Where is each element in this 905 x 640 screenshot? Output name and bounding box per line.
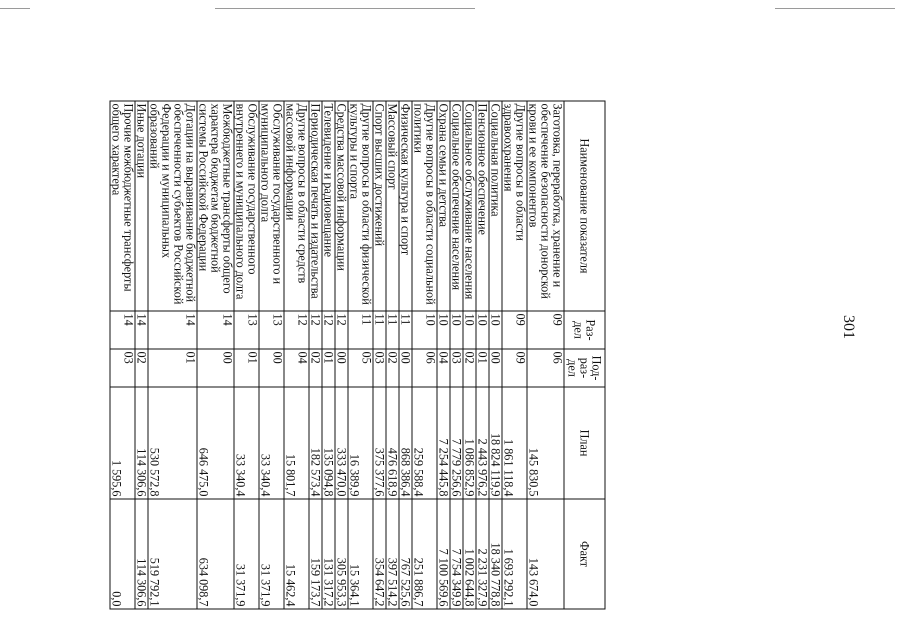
- cell-plan: 646 475,0: [197, 387, 234, 499]
- cell-razdel: 11: [399, 311, 412, 349]
- cell-razdel: 12: [309, 311, 322, 349]
- table-row: [412, 101, 437, 609]
- cell-name: Иные дотации: [135, 101, 148, 311]
- table-row: [110, 101, 135, 609]
- budget-table-frame: [109, 100, 716, 606]
- cell-podrazdel: 02: [135, 349, 148, 387]
- budget-table-rotated: [109, 100, 605, 608]
- cell-fakt: 131 317,2: [322, 499, 335, 609]
- cell-razdel: 10: [463, 311, 476, 349]
- cell-plan: 476 618,9: [386, 387, 399, 499]
- cell-plan: 33 340,4: [234, 387, 259, 499]
- table-row: [322, 101, 335, 609]
- table-row: [386, 101, 399, 609]
- cell-podrazdel: 04: [284, 349, 309, 387]
- header-name: Наименование показателя: [564, 101, 605, 311]
- cell-razdel: 13: [259, 311, 284, 349]
- cell-fakt: 634 098,7: [197, 499, 234, 609]
- cell-plan: 7 254 445,8: [437, 387, 450, 499]
- cell-razdel: 10: [450, 311, 463, 349]
- cell-plan: 259 588,4: [412, 387, 437, 499]
- cell-podrazdel: 02: [386, 349, 399, 387]
- cell-plan: 1 861 118,4: [502, 387, 527, 499]
- header-fakt: Факт: [564, 499, 605, 609]
- cell-razdel: 12: [335, 311, 348, 349]
- cell-fakt: 143 674,0: [527, 499, 564, 609]
- table-row: [234, 101, 259, 609]
- cell-plan: 1 595,6: [110, 387, 135, 499]
- cell-name: Социальное обслуживание населения: [463, 101, 476, 311]
- table-row: [527, 101, 564, 609]
- cell-plan: 33 340,4: [259, 387, 284, 499]
- cell-plan: 135 094,8: [322, 387, 335, 499]
- cell-fakt: 1 693 292,1: [502, 499, 527, 609]
- cell-podrazdel: 02: [309, 349, 322, 387]
- cell-podrazdel: 01: [234, 349, 259, 387]
- cell-name: Пенсионное обеспечение: [476, 101, 489, 311]
- cell-plan: 145 830,5: [527, 387, 564, 499]
- cell-razdel: 10: [412, 311, 437, 349]
- cell-name: Дотации на выравнивание бюджетной обеспеченности субъектов Российской Федерации и муниципальных образований: [148, 101, 197, 311]
- cell-plan: 868 386,4: [399, 387, 412, 499]
- cell-plan: 2 443 976,2: [476, 387, 489, 499]
- cell-fakt: 767 525,6: [399, 499, 412, 609]
- cell-fakt: 2 231 327,9: [476, 499, 489, 609]
- table-row: [450, 101, 463, 609]
- cell-name: Средства массовой информации: [335, 101, 348, 311]
- cell-razdel: 14: [197, 311, 234, 349]
- cell-plan: 182 573,4: [309, 387, 322, 499]
- cell-name: Охрана семьи и детства: [437, 101, 450, 311]
- table-row: [259, 101, 284, 609]
- cell-razdel: 13: [234, 311, 259, 349]
- cell-name: Спорт высших достижений: [373, 101, 386, 311]
- cell-podrazdel: 00: [399, 349, 412, 387]
- cell-name: Периодическая печать и издательства: [309, 101, 322, 311]
- table-row: [476, 101, 489, 609]
- cell-fakt: 114 306,6: [135, 499, 148, 609]
- table-row: [335, 101, 348, 609]
- cell-fakt: 0,0: [110, 499, 135, 609]
- cell-razdel: 12: [322, 311, 335, 349]
- cell-fakt: 7 754 349,9: [450, 499, 463, 609]
- cell-podrazdel: 00: [197, 349, 234, 387]
- cell-podrazdel: 01: [322, 349, 335, 387]
- table-row: [463, 101, 476, 609]
- cell-name: Физическая культура и спорт: [399, 101, 412, 311]
- cell-podrazdel: 05: [348, 349, 373, 387]
- cell-plan: 18 824 119,9: [489, 387, 502, 499]
- table-row: [437, 101, 450, 609]
- cell-razdel: 14: [148, 311, 197, 349]
- table-row: [348, 101, 373, 609]
- cell-razdel: 12: [284, 311, 309, 349]
- cell-name: Социальная политика: [489, 101, 502, 311]
- cell-razdel: 10: [437, 311, 450, 349]
- cell-podrazdel: 00: [335, 349, 348, 387]
- cell-podrazdel: 01: [148, 349, 197, 387]
- table-row: [373, 101, 386, 609]
- table-row: [284, 101, 309, 609]
- cell-fakt: 305 953,3: [335, 499, 348, 609]
- table-row: [399, 101, 412, 609]
- cell-podrazdel: 01: [476, 349, 489, 387]
- cell-plan: 114 306,6: [135, 387, 148, 499]
- cell-fakt: 15 364,1: [348, 499, 373, 609]
- cell-name: Массовый спорт: [386, 101, 399, 311]
- cell-name: Телевидение и радиовещание: [322, 101, 335, 311]
- cell-name: Обслуживание государственного внутреннего и муниципального долга: [234, 101, 259, 311]
- cell-razdel: 11: [386, 311, 399, 349]
- cell-plan: 16 389,9: [348, 387, 373, 499]
- cell-podrazdel: 06: [527, 349, 564, 387]
- cell-plan: 1 086 852,9: [463, 387, 476, 499]
- cell-plan: 15 801,7: [284, 387, 309, 499]
- cell-podrazdel: 00: [489, 349, 502, 387]
- cell-fakt: 519 792,1: [148, 499, 197, 609]
- cell-fakt: 7 100 569,6: [437, 499, 450, 609]
- cell-razdel: 14: [110, 311, 135, 349]
- cell-name: Другие вопросы в области физической культуры и спорта: [348, 101, 373, 311]
- cell-name: Другие вопросы в области социальной политики: [412, 101, 437, 311]
- cell-podrazdel: 06: [412, 349, 437, 387]
- cell-podrazdel: 03: [450, 349, 463, 387]
- table-row: [309, 101, 322, 609]
- table-header-row: [564, 101, 605, 609]
- cell-fakt: 354 647,2: [373, 499, 386, 609]
- header-razdel: Раз- дел: [564, 311, 605, 349]
- cell-fakt: 31 371,9: [234, 499, 259, 609]
- cell-name: Социальное обеспечение населения: [450, 101, 463, 311]
- cell-plan: 530 572,8: [148, 387, 197, 499]
- cell-podrazdel: 00: [259, 349, 284, 387]
- cell-razdel: 10: [489, 311, 502, 349]
- cell-fakt: 159 173,7: [309, 499, 322, 609]
- cell-plan: 7 779 256,6: [450, 387, 463, 499]
- cell-plan: 333 470,0: [335, 387, 348, 499]
- table-row: [197, 101, 234, 609]
- cell-razdel: 11: [373, 311, 386, 349]
- cell-podrazdel: 09: [502, 349, 527, 387]
- cell-name: Межбюджетные трансферты общего характера бюджетам бюджетной системы Российской Федерации: [197, 101, 234, 311]
- cell-razdel: 14: [135, 311, 148, 349]
- cell-podrazdel: 02: [463, 349, 476, 387]
- cell-plan: 375 377,6: [373, 387, 386, 499]
- cell-fakt: 18 340 778,8: [489, 499, 502, 609]
- cell-razdel: 09: [502, 311, 527, 349]
- page-number: 301: [840, 315, 857, 339]
- cell-name: Прочие межбюджетные трансферты общего характера: [110, 101, 135, 311]
- cell-name: Другие вопросы в области здравоохранения: [502, 101, 527, 311]
- table-row: [148, 101, 197, 609]
- budget-table: [109, 100, 605, 609]
- table-row: [502, 101, 527, 609]
- cell-fakt: 31 371,9: [259, 499, 284, 609]
- top-rule-middle: [215, 8, 475, 9]
- cell-fakt: 397 514,2: [386, 499, 399, 609]
- header-plan: План: [564, 387, 605, 499]
- header-podrazdel: Под- раз- дел: [564, 349, 605, 387]
- cell-fakt: 15 462,4: [284, 499, 309, 609]
- cell-name: Обслуживание государственного и муниципального долга: [259, 101, 284, 311]
- cell-razdel: 09: [527, 311, 564, 349]
- cell-name: Заготовка, переработка, хранение и обеспечение безопасности донорской крови и ее компонентов: [527, 101, 564, 311]
- cell-podrazdel: 03: [373, 349, 386, 387]
- cell-podrazdel: 04: [437, 349, 450, 387]
- cell-name: Другие вопросы в области средств массовой информации: [284, 101, 309, 311]
- top-rule-left: [0, 8, 30, 9]
- cell-fakt: 251 886,7: [412, 499, 437, 609]
- cell-razdel: 11: [348, 311, 373, 349]
- cell-fakt: 1 002 644,8: [463, 499, 476, 609]
- table-row: [489, 101, 502, 609]
- top-rule-right: [775, 8, 895, 9]
- table-row: [135, 101, 148, 609]
- cell-podrazdel: 03: [110, 349, 135, 387]
- cell-razdel: 10: [476, 311, 489, 349]
